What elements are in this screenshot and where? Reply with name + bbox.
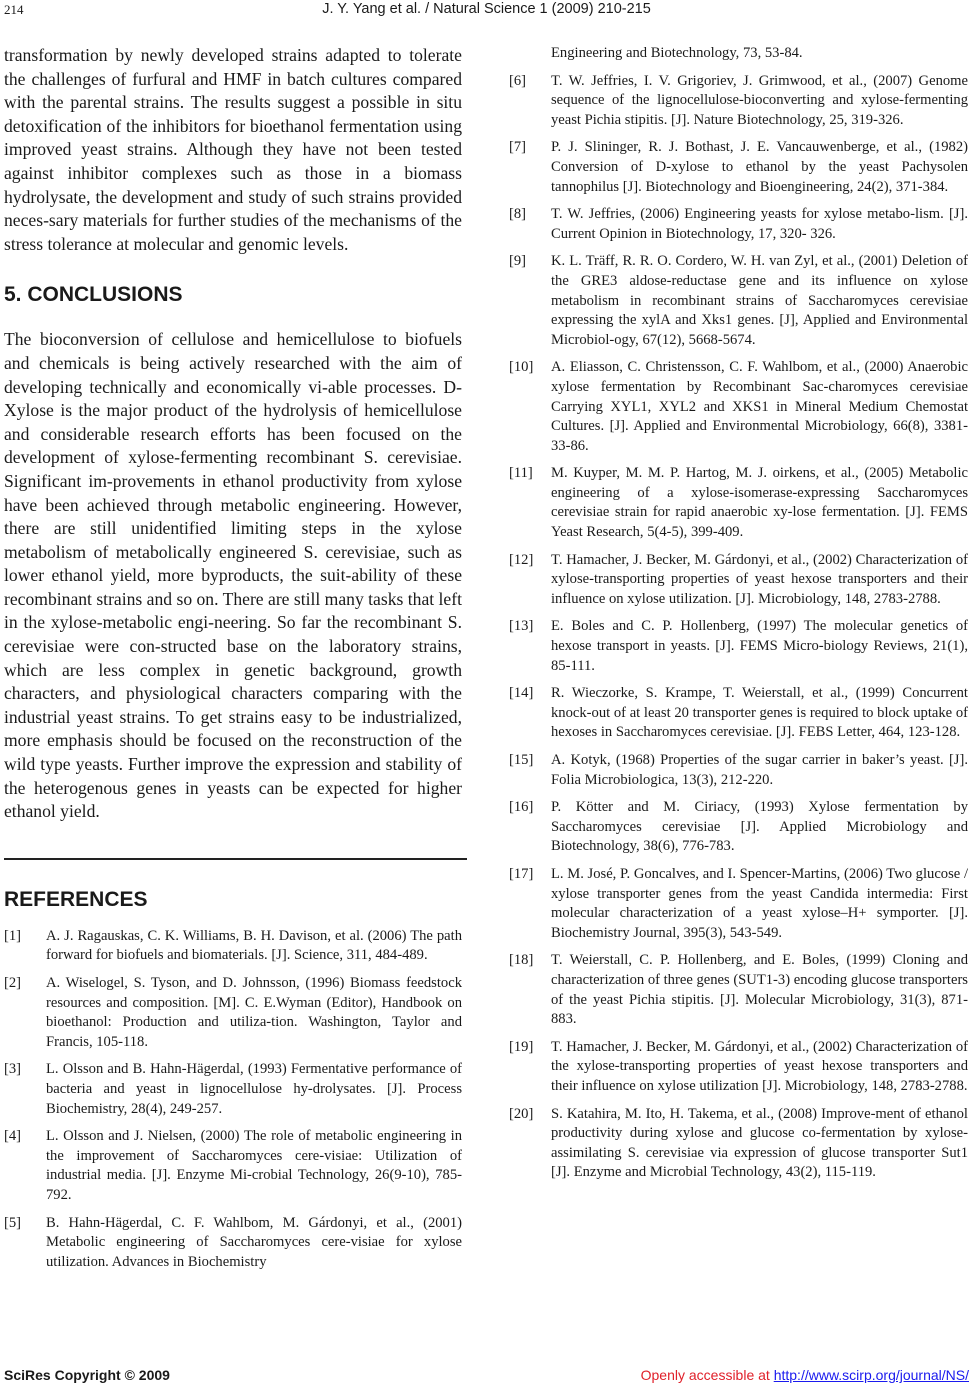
reference-text: E. Boles and C. P. Hollenberg, (1997) The molecular genetics of hexose transport in yeasts. [J]. FEMS Micro-biology Reviews, 21(1), 85-111. [551, 618, 968, 674]
reference-item [509, 617, 968, 676]
reference-item [509, 865, 968, 943]
reference-number: [12] [509, 551, 534, 568]
reference-item [509, 751, 968, 790]
reference-item [509, 464, 968, 542]
reference-number: [1] [4, 927, 22, 944]
reference-text: T. Hamacher, J. Becker, M. Gárdonyi, et al., (2002) Characterization of the xylose-transporting properties of yeast hexose transporters and their influence on xylose utilization [J]. Microbiology, 148, 2783-2788. [551, 1038, 968, 1094]
conclusions-paragraph: The bioconversion of cellulose and hemicellulose to biofuels and chemicals is being actively researched with the aim of developing technically and economically vi-able processes. D-Xylose is the major product of the hydrolysis of hemicellulose and considerable research efforts has been focused on the development of xylose-fermenting recombinant S. cerevisiae. Significant im-provements in ethanol productivity from xylose have been achieved through metabolic engineering. However, there are still unidentified limiting steps in the xylose metabolism of metabolically engineered S. cerevisiae, such as lower ethanol yield, more byproducts, the suit-ability of these recombinant strains and so on. There are still many tasks that left in the xylose-metabolic engi-neering. So far the recombinant S. cerevisiae were con-structed base on the laboratory strains, which are less complex in genetic background, growth characters, and physiological characters comparing with the industrial yeast strains. To get strains easy to be industrialized, more emphasis should be focused on the reconstruction of the wild type yeasts. Further improve the expression and stability of the heterogenous genes in yeasts can be expected for higher ethanol yield. [4, 329, 462, 822]
reference-number: [11] [509, 465, 533, 482]
intro-paragraph: transformation by newly developed strains adapted to tolerate the challenges of furfural and HMF in batch cultures compared with the parental strains. The results suggest a possible in situ detoxification of the inhibitors for bioethanol fermentation using improved yeast strains. Although they have not been tested against inhibitor complexes such as those in a biomass hydrolysate, the development and study of such strains provided neces-sary materials for further studies of the mechanisms of the stress tolerance at molecular and genomic levels. [4, 45, 462, 254]
reference-item [509, 205, 968, 244]
reference-text: M. Kuyper, M. M. P. Hartog, M. J. oirkens, et al., (2005) Metabolic engineering of a xylose-isomerase-expressing Saccharomyces cerevisiae strain for rapid anaerobic xy-lose fermentation. [J]. FEMS Yeast Research, 5(4-5), 399-409. [551, 465, 968, 541]
right-column [509, 44, 968, 1191]
reference-number: [17] [509, 865, 534, 882]
reference-text: T. Hamacher, J. Becker, M. Gárdonyi, et al., (2002) Characterization of xylose-transporting properties of yeast hexose transporters and their influence on xylose utilization. [J]. Microbiology, 148, 2783-2788. [551, 551, 968, 607]
open-access-notice [641, 1367, 969, 1383]
reference-text: A. Eliasson, C. Christensson, C. F. Wahlbom, et al., (2000) Anaerobic xylose fermentation by Recombinant Sac-charomyces cerevisiae Carrying XYL1, XYL2 and XKS1 in Mineral Medium Chemostat Cultures. [J]. Applied and Environmental Microbiology, 66(8), 3381-33-86. [551, 359, 968, 454]
reference-number: [20] [509, 1105, 534, 1122]
conclusions-heading: 5. CONCLUSIONS [4, 283, 183, 307]
page-number: 214 [4, 2, 24, 17]
reference-item [4, 1214, 462, 1273]
reference-number: [14] [509, 685, 534, 702]
reference-text: K. L. Träff, R. R. O. Cordero, W. H. van Zyl, et al., (2001) Deletion of the GRE3 aldose-reductase gene and its influence on xylose metabolism in recombinant strains of Saccharomyces cerevisiae expressing the xylA and Xks1 genes. [J], Applied and Environmental Microbiol-ogy, 67(12), 5668-5674. [551, 253, 968, 348]
reference-number: [9] [509, 253, 527, 270]
reference-item [4, 974, 462, 1052]
section-divider [4, 858, 467, 860]
reference-text: L. Olsson and B. Hahn-Hägerdal, (1993) Fermentative performance of bacteria and yeast in lignocellulose hy-drolysates. [J]. Process Biochemistry, 28(4), 249-257. [46, 1061, 462, 1117]
reference-item [4, 1060, 462, 1119]
reference-text: T. W. Jeffries, I. V. Grigoriev, J. Grimwood, et al., (2007) Genome sequence of the lignocellulose-bioconverting and xylose-fermenting yeast Pichia stipitis. [J]. Nature Biotechnology, 25, 319-326. [551, 72, 968, 128]
reference-text: B. Hahn-Hägerdal, C. F. Wahlbom, M. Gárdonyi, et al., (2001) Metabolic engineering of Saccharomyces cere-visiae for xylose utilization. Advances in Biochemistry [46, 1214, 462, 1270]
reference-number: [13] [509, 618, 534, 635]
reference-text: R. Wieczorke, S. Krampe, T. Weierstall, et al., (1999) Concurrent knock-out of at least 20 transporter genes is required to block uptake of hexoses in Saccharomyces cerevisiae. [J]. FEBS Letter, 464, 123-128. [551, 685, 968, 741]
reference-number: [6] [509, 72, 527, 89]
reference-number: [19] [509, 1038, 534, 1055]
reference-item [509, 951, 968, 1029]
reference-item [509, 358, 968, 456]
reference-number: [18] [509, 952, 534, 969]
reference-item [509, 684, 968, 743]
reference-number: [2] [4, 975, 22, 991]
reference-number: [16] [509, 799, 534, 816]
reference-number: [3] [4, 1061, 22, 1078]
reference-number: [10] [509, 359, 534, 376]
reference-number: [8] [509, 206, 527, 223]
open-access-label: Openly accessible at [640, 1367, 774, 1383]
reference-item [509, 72, 968, 131]
reference-text: P. Kötter and M. Ciriacy, (1993) Xylose fermentation by Saccharomyces cerevisiae [J]. Applied Microbiology and Biotechnology, 38(6), 776-783. [551, 799, 968, 855]
reference-text: T. Weierstall, C. P. Hollenberg, and E. Boles, (1999) Cloning and characterization of three genes (SUT1-3) encoding glucose transporters of the yeast Pichia stipitis. [J]. Molecular Microbiology, 31(3), 871-883. [551, 952, 968, 1028]
running-header: J. Y. Yang et al. / Natural Science 1 (2009) 210-215 [322, 1, 651, 17]
reference-item [4, 1127, 462, 1205]
reference-text: T. W. Jeffries, (2006) Engineering yeasts for xylose metabo-lism. [J]. Current Opinion in Biotechnology, 17, 320- 326. [551, 206, 968, 242]
journal-url-link[interactable]: http://www.scirp.org/journal/NS/ [773, 1367, 969, 1383]
reference-item [509, 1038, 968, 1097]
copyright-notice: SciRes Copyright © 2009 [4, 1367, 170, 1383]
reference-number: [15] [509, 752, 534, 768]
reference-text: A. Wiselogel, S. Tyson, and D. Johnsson, (1996) Biomass feedstock resources and composition. [M]. C. E.Wyman (Editor), Handbook on bioethanol: Production and utiliza-tion. Washington, Taylor and Francis, 105-118. [46, 975, 462, 1050]
reference-number: [4] [4, 1128, 22, 1145]
reference-number: [7] [509, 139, 527, 156]
reference-number: [5] [4, 1214, 22, 1231]
references-heading: REFERENCES [4, 887, 148, 911]
reference-item [509, 1105, 968, 1183]
reference-item [509, 798, 968, 857]
reference-continuation: Engineering and Biotechnology, 73, 53-84. [551, 45, 803, 61]
reference-text: A. Kotyk, (1968) Properties of the sugar carrier in baker’s yeast. [J]. Folia Microbiologica, 13(3), 212-220. [551, 752, 968, 788]
reference-text: S. Katahira, M. Ito, H. Takema, et al., (2008) Improve-ment of ethanol productivity during xylose and glucose co-fermentation by xylose-assimilating S. cerevisiae via expression of glucose transporter Sut1 [J]. Enzyme and Microbial Technology, 43(2), 115-119. [551, 1105, 968, 1181]
reference-item [4, 927, 462, 966]
reference-text: P. J. Slininger, R. J. Bothast, J. E. Vancauwenberge, et al., (1982) Conversion of D-xylose to ethanol by the yeast Pachysolen tannophilus [J]. Biotechnology and Bioengineering, 24(2), 371-384. [551, 139, 968, 195]
reference-text: L. Olsson and J. Nielsen, (2000) The role of metabolic engineering in the improvement of Saccharomyces cere-visiae: Utilization of industrial media. [J]. Enzyme Mi-crobial Technology, 26(9-10), 785-792. [46, 1128, 462, 1203]
reference-item [509, 138, 968, 197]
reference-item [509, 252, 968, 350]
reference-text: L. M. José, P. Goncalves, and I. Spencer-Martins, (2006) Two glucose / xylose transporter genes from the yeast Candida intermedia: First molecular characterization of a yeast xylose–H+ symporter. [J]. Biochemistry Journal, 395(3), 543-549. [551, 865, 968, 941]
reference-text: A. J. Ragauskas, C. K. Williams, B. H. Davison, et al. (2006) The path forward for biofuels and biomaterials. [J]. Science, 311, 484-489. [46, 927, 462, 964]
left-column [4, 44, 462, 1280]
reference-item [509, 551, 968, 610]
